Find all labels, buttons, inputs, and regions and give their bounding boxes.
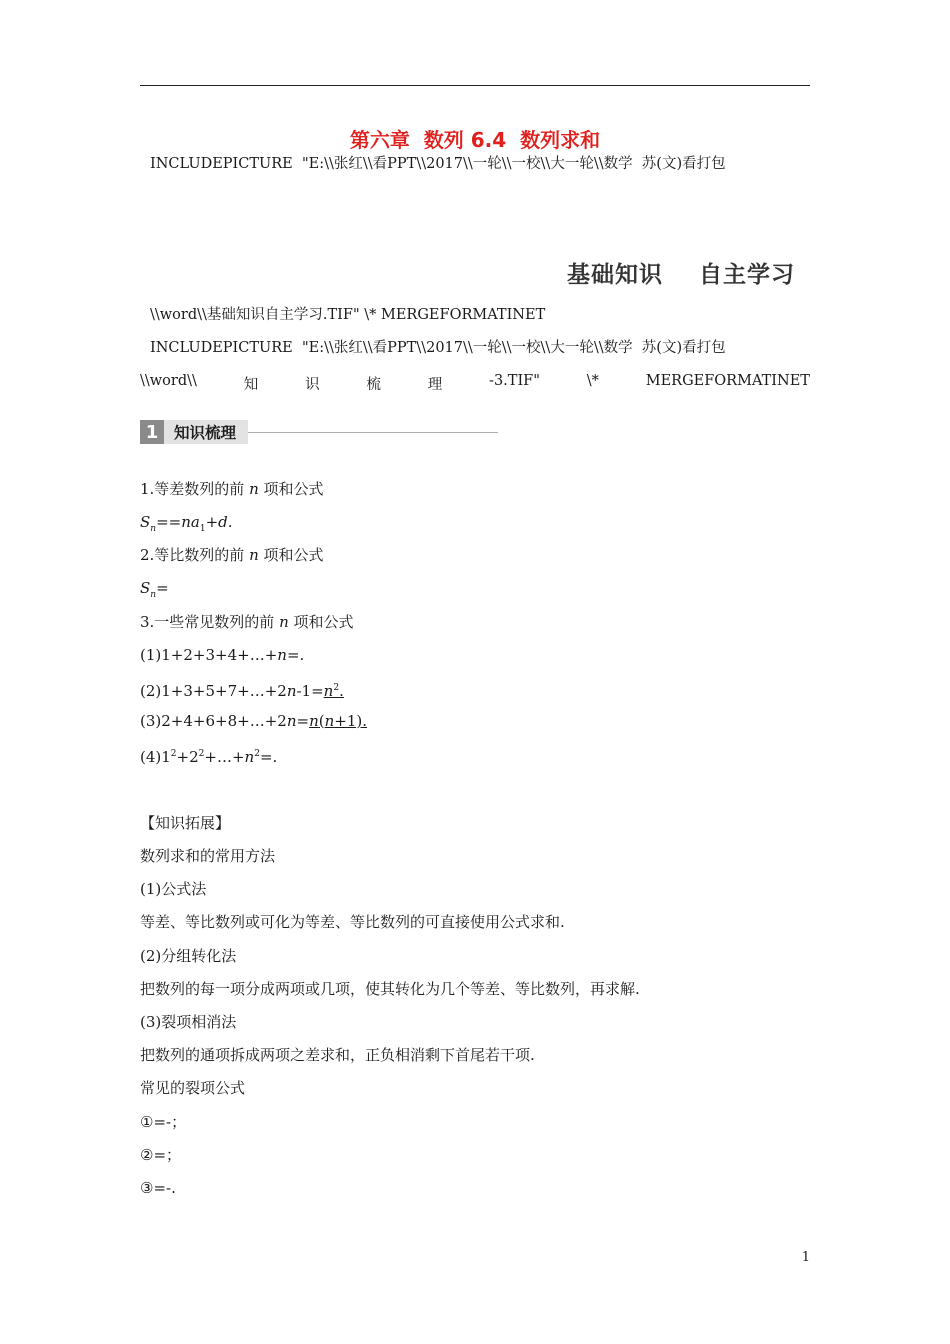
chapter-title: 第六章 数列 6.4 数列求和 [349, 128, 601, 152]
formula-arithmetic-sum: $S_n==na_1+d$. [140, 513, 233, 534]
sum-formula-1: (1)1+2+3+4+…+n=. [140, 646, 305, 664]
split-formula-2: ②=； [140, 1146, 182, 1164]
field-code-part: 识 [305, 377, 320, 393]
page-number: 1 [801, 1250, 810, 1265]
field-code-part: 知 [243, 377, 259, 393]
method-2-title: (2)分组转化法 [140, 947, 237, 965]
badge-rule [248, 432, 498, 433]
extension-title: 【知识拓展】 [140, 814, 231, 832]
item-1-heading: 1.等差数列的前 n 项和公式 [140, 480, 324, 498]
field-code-part: \\word\\ [140, 373, 197, 389]
method-1-title: (1)公式法 [140, 880, 207, 898]
sum-formula-3: (3)2+4+6+8+…+2n=n(n+1). [140, 712, 367, 730]
field-code-part: 梳 [366, 377, 381, 393]
formula-geometric-sum: $S_n=$ [140, 579, 169, 600]
sum-formula-2: $(2)1+3+5+7+\dots+2n-1=n^2$. [140, 682, 344, 700]
method-3-title: (3)裂项相消法 [140, 1013, 237, 1031]
knowledge-badge [140, 420, 498, 444]
field-code-part: \* [586, 373, 599, 389]
field-code-part: -3.TIF" [489, 373, 540, 389]
field-code-line-3: INCLUDEPICTURE "E:\\张红\\看PPT\\2017\\一轮\\一校\\大一轮\\数学 苏(文)看打包 [150, 340, 726, 356]
header-rule [140, 85, 810, 86]
extension-intro: 数列求和的常用方法 [140, 847, 276, 865]
field-code-part: 理 [427, 377, 443, 393]
split-formula-3: ③=-. [140, 1179, 176, 1197]
split-formula-1: ①=-； [140, 1113, 187, 1131]
method-2-desc: 把数列的每一项分成两项或几项，使其转化为几个等差、等比数列，再求解. [140, 980, 640, 998]
badge-label: 知识梳理 [164, 420, 248, 444]
badge-number: 1 [140, 420, 164, 444]
section-heading: 基础知识 自主学习 [566, 262, 795, 288]
method-3-desc: 把数列的通项拆成两项之差求和，正负相消剩下首尾若干项. [140, 1046, 535, 1064]
item-2-heading: 2.等比数列的前 n 项和公式 [140, 546, 324, 564]
item-3-heading: 3.一些常见数列的前 n 项和公式 [140, 613, 354, 631]
field-code-line-1: INCLUDEPICTURE "E:\\张红\\看PPT\\2017\\一轮\\一校\\大一轮\\数学 苏(文)看打包 [150, 156, 726, 172]
sum-formula-4: $(4)1^2+2^2+\dots+n^2=$. [140, 748, 278, 766]
field-code-line-2: \\word\\基础知识自主学习.TIF" \* MERGEFORMATINET [150, 307, 546, 323]
field-code-part: MERGEFORMATINET [645, 373, 810, 389]
method-3-common: 常见的裂项公式 [140, 1079, 246, 1097]
field-code-line-4 [140, 373, 810, 394]
method-1-desc: 等差、等比数列或可化为等差、等比数列的可直接使用公式求和. [140, 913, 565, 931]
